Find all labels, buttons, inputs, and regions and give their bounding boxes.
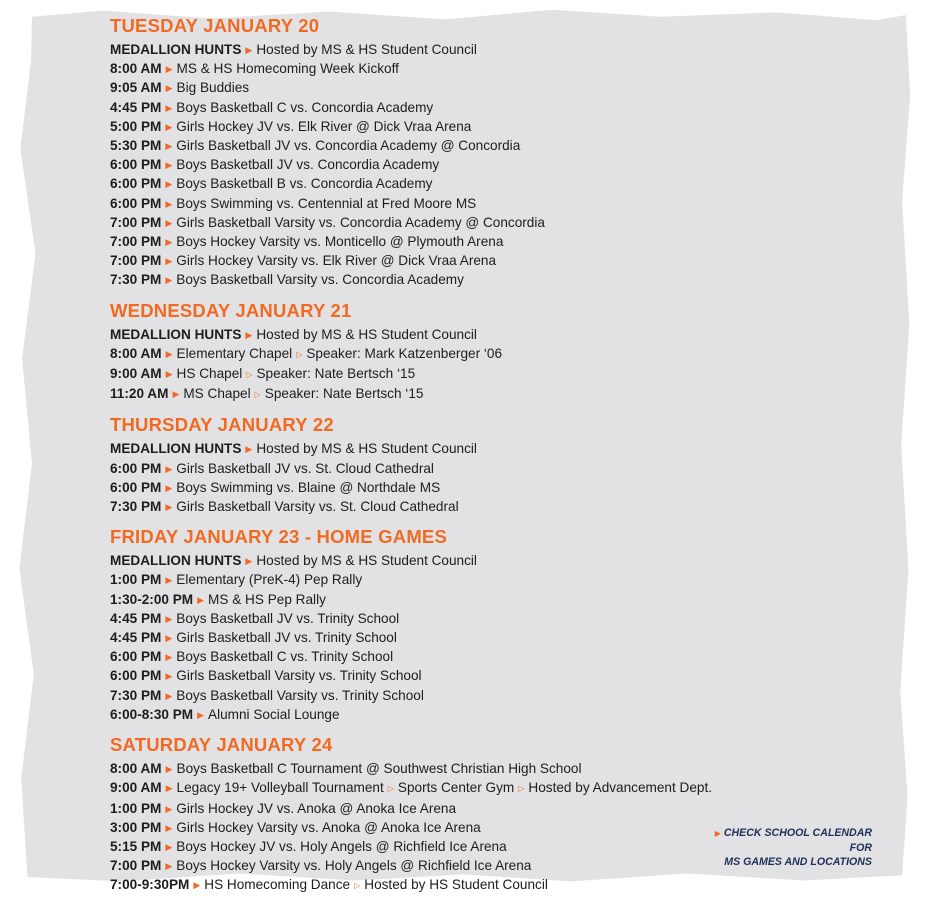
- event-description: Boys Swimming vs. Blaine @ Northdale MS: [176, 479, 441, 495]
- triangle-right-icon: ▶: [714, 829, 721, 838]
- event-time: 6:00 PM: [110, 649, 162, 665]
- event-description: Boys Basketball JV vs. Concordia Academy: [176, 157, 440, 173]
- event-time: MEDALLION HUNTS: [110, 441, 242, 457]
- schedule-row: [110, 648, 830, 667]
- triangle-right-icon: ▶: [165, 256, 173, 267]
- event-description: MS & HS Pep Rally: [208, 591, 326, 607]
- event-description: HS Homecoming Dance: [204, 877, 351, 893]
- triangle-right-icon: ▶: [165, 83, 173, 94]
- schedule-row: [110, 760, 830, 779]
- event-description: Boys Basketball JV vs. Trinity School: [176, 610, 400, 626]
- triangle-outline-icon: ▷: [387, 784, 394, 794]
- event-time: MEDALLION HUNTS: [110, 42, 242, 57]
- day-section: [110, 525, 830, 725]
- schedule-row: [110, 440, 830, 459]
- triangle-right-icon: ▶: [165, 64, 173, 75]
- triangle-right-icon: ▶: [165, 671, 173, 682]
- event-time: 7:00 PM: [110, 858, 162, 874]
- event-description: Hosted by MS & HS Student Council: [256, 326, 477, 342]
- schedule-row: [110, 195, 830, 214]
- triangle-right-icon: ▶: [165, 348, 173, 359]
- event-time: 6:00-8:30 PM: [110, 706, 194, 722]
- event-description: Girls Hockey JV vs. Elk River @ Dick Vraa Arena: [176, 118, 472, 134]
- event-description: Girls Basketball Varsity vs. Concordia Academy @ Concordia: [176, 214, 545, 230]
- triangle-right-icon: ▶: [165, 237, 173, 248]
- schedule-row: [110, 498, 830, 517]
- schedule-row: [110, 706, 830, 725]
- event-description: Legacy 19+ Volleyball Tournament: [176, 780, 384, 796]
- schedule-row: [110, 365, 830, 385]
- triangle-right-icon: ▶: [172, 389, 180, 400]
- day-heading: TUESDAY JANUARY 20: [110, 15, 320, 36]
- schedule-row: [110, 610, 830, 629]
- triangle-right-icon: ▶: [165, 633, 173, 644]
- event-description: Boys Hockey Varsity vs. Monticello @ Plymouth Arena: [176, 234, 504, 250]
- event-time: 6:00 PM: [110, 157, 162, 173]
- event-description: Boys Basketball C Tournament @ Southwest Christian High School: [176, 761, 582, 777]
- event-time: MEDALLION HUNTS: [110, 326, 242, 342]
- event-description: Boys Basketball C vs. Trinity School: [176, 649, 394, 665]
- event-time: 4:45 PM: [110, 610, 162, 626]
- triangle-right-icon: ▶: [165, 822, 173, 833]
- event-time: 6:00 PM: [110, 460, 162, 476]
- event-time: 1:30-2:00 PM: [110, 591, 194, 607]
- event-time: 7:00 PM: [110, 214, 162, 230]
- triangle-right-icon: ▶: [197, 594, 205, 605]
- calendar-note: [690, 826, 872, 869]
- event-description: MS Chapel: [183, 386, 251, 402]
- event-description: Girls Hockey Varsity vs. Anoka @ Anoka Ice Arena: [176, 819, 481, 835]
- event-description: Elementary Chapel: [176, 345, 293, 361]
- event-time: 3:00 PM: [110, 819, 162, 835]
- schedule-row: [110, 99, 830, 118]
- event-description: Girls Hockey Varsity vs. Elk River @ Dick Vraa Arena: [176, 253, 497, 269]
- triangle-outline-icon: ▷: [518, 784, 525, 794]
- event-description: Boys Basketball Varsity vs. Concordia Academy: [176, 272, 464, 288]
- event-time: 5:30 PM: [110, 138, 162, 154]
- schedule-row: [110, 60, 830, 79]
- event-description: Speaker: Nate Bertsch ‘15: [264, 386, 424, 402]
- triangle-right-icon: ▶: [165, 141, 173, 152]
- event-time: MEDALLION HUNTS: [110, 553, 242, 569]
- day-heading: WEDNESDAY JANUARY 21: [110, 299, 352, 321]
- triangle-right-icon: ▶: [165, 160, 173, 171]
- triangle-right-icon: ▶: [165, 764, 173, 775]
- triangle-right-icon: ▶: [165, 217, 173, 228]
- schedule-row: [110, 876, 830, 896]
- schedule-row: [110, 175, 830, 194]
- event-description: Boys Basketball Varsity vs. Trinity School: [176, 687, 424, 703]
- triangle-right-icon: ▶: [165, 369, 173, 380]
- event-description: Hosted by MS & HS Student Council: [256, 42, 477, 57]
- event-description: Boys Basketball B vs. Concordia Academy: [176, 176, 433, 192]
- triangle-right-icon: ▶: [245, 444, 253, 455]
- event-description: Girls Basketball Varsity vs. St. Cloud Cathedral: [176, 499, 459, 515]
- schedule-row: [110, 79, 830, 98]
- triangle-right-icon: ▶: [245, 556, 253, 567]
- schedule-row: [110, 629, 830, 648]
- schedule-row: [110, 552, 830, 571]
- event-time: 4:45 PM: [110, 99, 162, 115]
- event-description: Big Buddies: [176, 80, 250, 96]
- event-description: Speaker: Nate Bertsch ‘15: [256, 366, 416, 382]
- schedule-row: [110, 479, 830, 498]
- event-time: 7:00-9:30PM: [110, 877, 190, 893]
- event-time: 9:05 AM: [110, 80, 162, 96]
- event-description: Hosted by MS & HS Student Council: [256, 553, 477, 569]
- event-time: 7:00 PM: [110, 253, 162, 269]
- schedule-row: [110, 156, 830, 175]
- calendar-note-line-1: ▶ CHECK SCHOOL CALENDAR FOR: [714, 827, 872, 854]
- event-time: 8:00 AM: [110, 761, 162, 777]
- schedule-row: [110, 118, 830, 137]
- triangle-right-icon: ▶: [245, 45, 253, 55]
- event-description: Alumni Social Lounge: [208, 706, 340, 722]
- triangle-right-icon: ▶: [165, 463, 173, 474]
- day-section: [110, 413, 830, 517]
- triangle-right-icon: ▶: [165, 482, 173, 493]
- triangle-right-icon: ▶: [165, 652, 173, 663]
- event-description: Hosted by MS & HS Student Council: [256, 441, 477, 457]
- triangle-right-icon: ▶: [165, 690, 173, 701]
- schedule-row: [110, 460, 830, 479]
- triangle-right-icon: ▶: [165, 121, 173, 132]
- event-time: 1:00 PM: [110, 572, 162, 588]
- event-time: 11:20 AM: [110, 386, 169, 402]
- event-description: Girls Basketball JV vs. Concordia Academy @ Concordia: [176, 138, 521, 154]
- schedule-row: [110, 214, 830, 233]
- event-time: 5:00 PM: [110, 118, 162, 134]
- event-description: Hosted by HS Student Council: [364, 877, 548, 893]
- event-time: 9:00 AM: [110, 780, 162, 796]
- event-description: Elementary (PreK-4) Pep Rally: [176, 572, 363, 588]
- event-description: Boys Basketball C vs. Concordia Academy: [176, 99, 434, 115]
- day-section: [110, 299, 830, 406]
- triangle-outline-icon: ▷: [246, 370, 253, 380]
- triangle-right-icon: ▶: [165, 275, 173, 286]
- day-heading: THURSDAY JANUARY 22: [110, 414, 334, 436]
- event-description: Girls Hockey JV vs. Anoka @ Anoka Ice Arena: [176, 800, 457, 816]
- schedule-row: [110, 41, 830, 60]
- event-time: 7:30 PM: [110, 687, 162, 703]
- triangle-right-icon: ▶: [193, 880, 201, 891]
- schedule-row: [110, 779, 830, 799]
- schedule-row: [110, 800, 830, 819]
- triangle-outline-icon: ▷: [354, 881, 361, 891]
- event-description: HS Chapel: [176, 366, 243, 382]
- schedule-row: [110, 385, 830, 405]
- event-time: 6:00 PM: [110, 668, 162, 684]
- day-heading: FRIDAY JANUARY 23 - HOME GAMES: [110, 526, 448, 548]
- triangle-right-icon: ▶: [197, 709, 205, 720]
- schedule-row: [110, 571, 830, 590]
- triangle-right-icon: ▶: [165, 502, 173, 513]
- event-description: Sports Center Gym: [397, 780, 515, 796]
- triangle-right-icon: ▶: [165, 613, 173, 624]
- triangle-right-icon: ▶: [245, 329, 253, 340]
- event-description: Boys Hockey JV vs. Holy Angels @ Richfield Ice Arena: [176, 838, 507, 854]
- schedule-row: [110, 667, 830, 686]
- event-time: 7:30 PM: [110, 272, 162, 288]
- event-description: Hosted by Advancement Dept.: [528, 780, 713, 796]
- triangle-right-icon: ▶: [165, 861, 173, 872]
- triangle-outline-icon: ▷: [296, 349, 303, 359]
- calendar-note-line-2: MS GAMES AND LOCATIONS: [724, 856, 872, 868]
- triangle-right-icon: ▶: [165, 198, 173, 209]
- day-section: [110, 733, 830, 896]
- triangle-right-icon: ▶: [165, 783, 173, 794]
- day-heading: SATURDAY JANUARY 24: [110, 734, 333, 756]
- triangle-right-icon: ▶: [165, 803, 173, 814]
- schedule-row: [110, 137, 830, 156]
- event-time: 7:00 PM: [110, 234, 162, 250]
- triangle-outline-icon: ▷: [254, 390, 261, 400]
- event-time: 6:00 PM: [110, 479, 162, 495]
- event-time: 7:30 PM: [110, 499, 162, 515]
- schedule-row: [110, 252, 830, 271]
- schedule-row: [110, 687, 830, 706]
- event-description: Girls Basketball JV vs. St. Cloud Cathedral: [176, 460, 434, 476]
- event-time: 1:00 PM: [110, 800, 162, 816]
- triangle-right-icon: ▶: [165, 179, 173, 190]
- schedule-row: [110, 271, 830, 290]
- triangle-right-icon: ▶: [165, 575, 173, 586]
- triangle-right-icon: ▶: [165, 102, 173, 113]
- event-description: Boys Hockey Varsity vs. Holy Angels @ Richfield Ice Arena: [176, 858, 532, 874]
- schedule-row: [110, 233, 830, 252]
- event-description: Girls Basketball Varsity vs. Trinity School: [176, 668, 422, 684]
- event-time: 6:00 PM: [110, 176, 162, 192]
- event-description: MS & HS Homecoming Week Kickoff: [176, 61, 399, 77]
- event-description: Speaker: Mark Katzenberger ‘06: [306, 345, 503, 361]
- event-description: Girls Basketball JV vs. Trinity School: [176, 630, 397, 646]
- schedule-row: [110, 345, 830, 365]
- event-time: 8:00 AM: [110, 61, 162, 77]
- schedule-row: [110, 326, 830, 345]
- event-time: 9:00 AM: [110, 366, 162, 382]
- event-time: 5:15 PM: [110, 838, 162, 854]
- schedule-row: [110, 591, 830, 610]
- triangle-right-icon: ▶: [165, 841, 173, 852]
- event-time: 6:00 PM: [110, 195, 162, 211]
- event-time: 8:00 AM: [110, 345, 162, 361]
- day-section: [110, 14, 830, 291]
- event-description: Boys Swimming vs. Centennial at Fred Moore MS: [176, 195, 477, 211]
- event-time: 4:45 PM: [110, 630, 162, 646]
- homecoming-schedule: [110, 14, 830, 905]
